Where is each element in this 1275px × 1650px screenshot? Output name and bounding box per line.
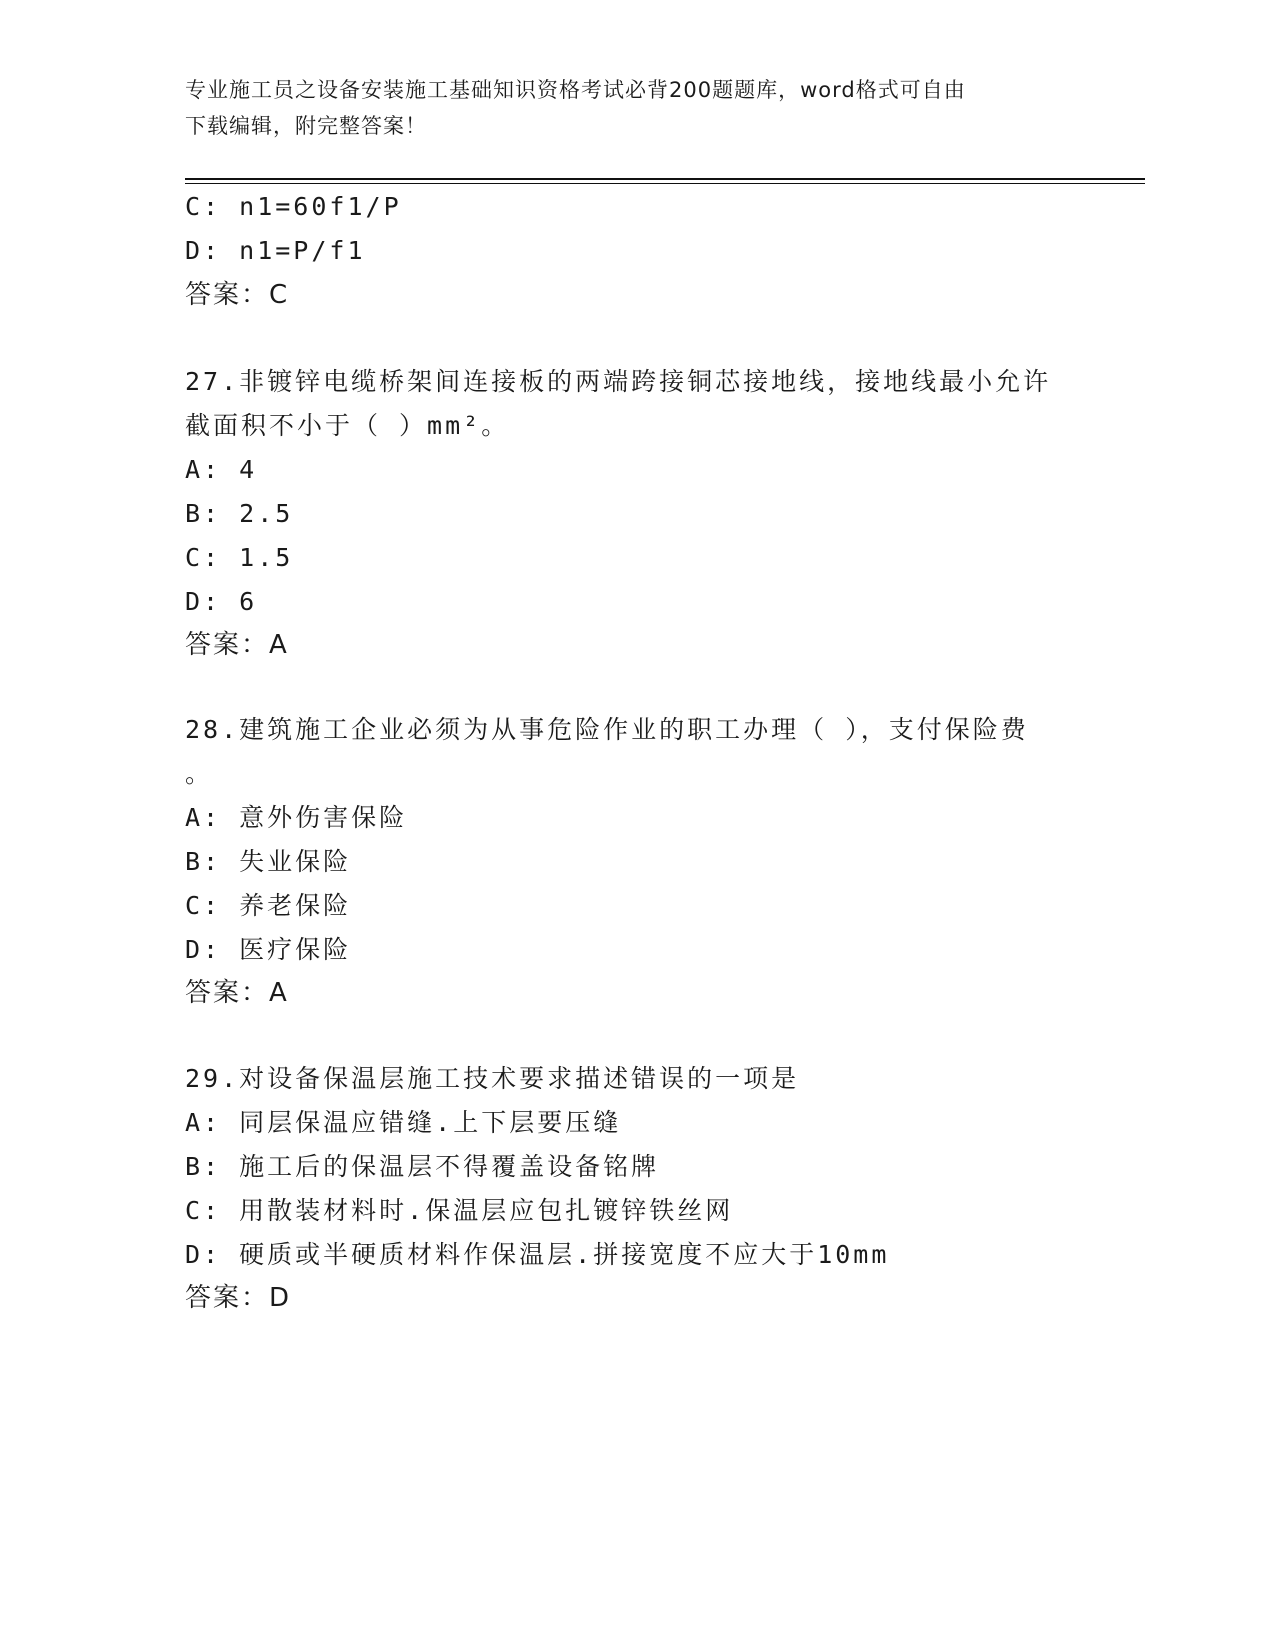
- q29-option-d: D: 硬质或半硬质材料作保温层.拼接宽度不应大于10mm: [185, 1240, 890, 1269]
- q28-option-a: A: 意外伤害保险: [185, 803, 408, 832]
- q27-option-a: A: 4: [185, 455, 258, 484]
- q29-stem-line-1: 29.对设备保温层施工技术要求描述错误的一项是: [185, 1064, 800, 1093]
- q29-option-b: B: 施工后的保温层不得覆盖设备铭牌: [185, 1152, 660, 1181]
- q29-option-a: A: 同层保温应错缝.上下层要压缝: [185, 1108, 622, 1137]
- q28-option-d: D: 医疗保险: [185, 935, 352, 964]
- q28-option-c: C: 养老保险: [185, 891, 352, 920]
- q27-answer: 答案：A: [185, 630, 289, 660]
- header-line-1: 专业施工员之设备安装施工基础知识资格考试必背200题题库，word格式可自由: [185, 78, 966, 102]
- q28-stem-line-1: 28.建筑施工企业必须为从事危险作业的职工办理（ ），支付保险费: [185, 715, 1029, 744]
- q27-option-c: C: 1.5: [185, 543, 294, 572]
- q27-option-b: B: 2.5: [185, 499, 294, 528]
- document-header: [185, 72, 1085, 144]
- prev-option-d: D: n1=P/f1: [185, 236, 366, 265]
- q28-stem-line-2: 。: [185, 759, 214, 788]
- q27-stem-line-2: 截面积不小于（ ）mm²。: [185, 411, 510, 440]
- q27-stem-line-1: 27.非镀锌电缆桥架间连接板的两端跨接铜芯接地线，接地线最小允许: [185, 367, 1052, 396]
- header-line-2: 下载编辑，附完整答案！: [185, 114, 427, 138]
- q28-option-b: B: 失业保险: [185, 847, 352, 876]
- q27-option-d: D: 6: [185, 587, 258, 616]
- prev-answer: 答案：C: [185, 280, 290, 310]
- q29-answer: 答案：D: [185, 1283, 292, 1313]
- header-divider-thin: [185, 183, 1145, 184]
- header-divider-thick: [185, 178, 1145, 180]
- prev-option-c: C: n1=60f1/P: [185, 192, 402, 221]
- q28-answer: 答案：A: [185, 978, 289, 1008]
- q29-option-c: C: 用散装材料时.保温层应包扎镀锌铁丝网: [185, 1196, 734, 1225]
